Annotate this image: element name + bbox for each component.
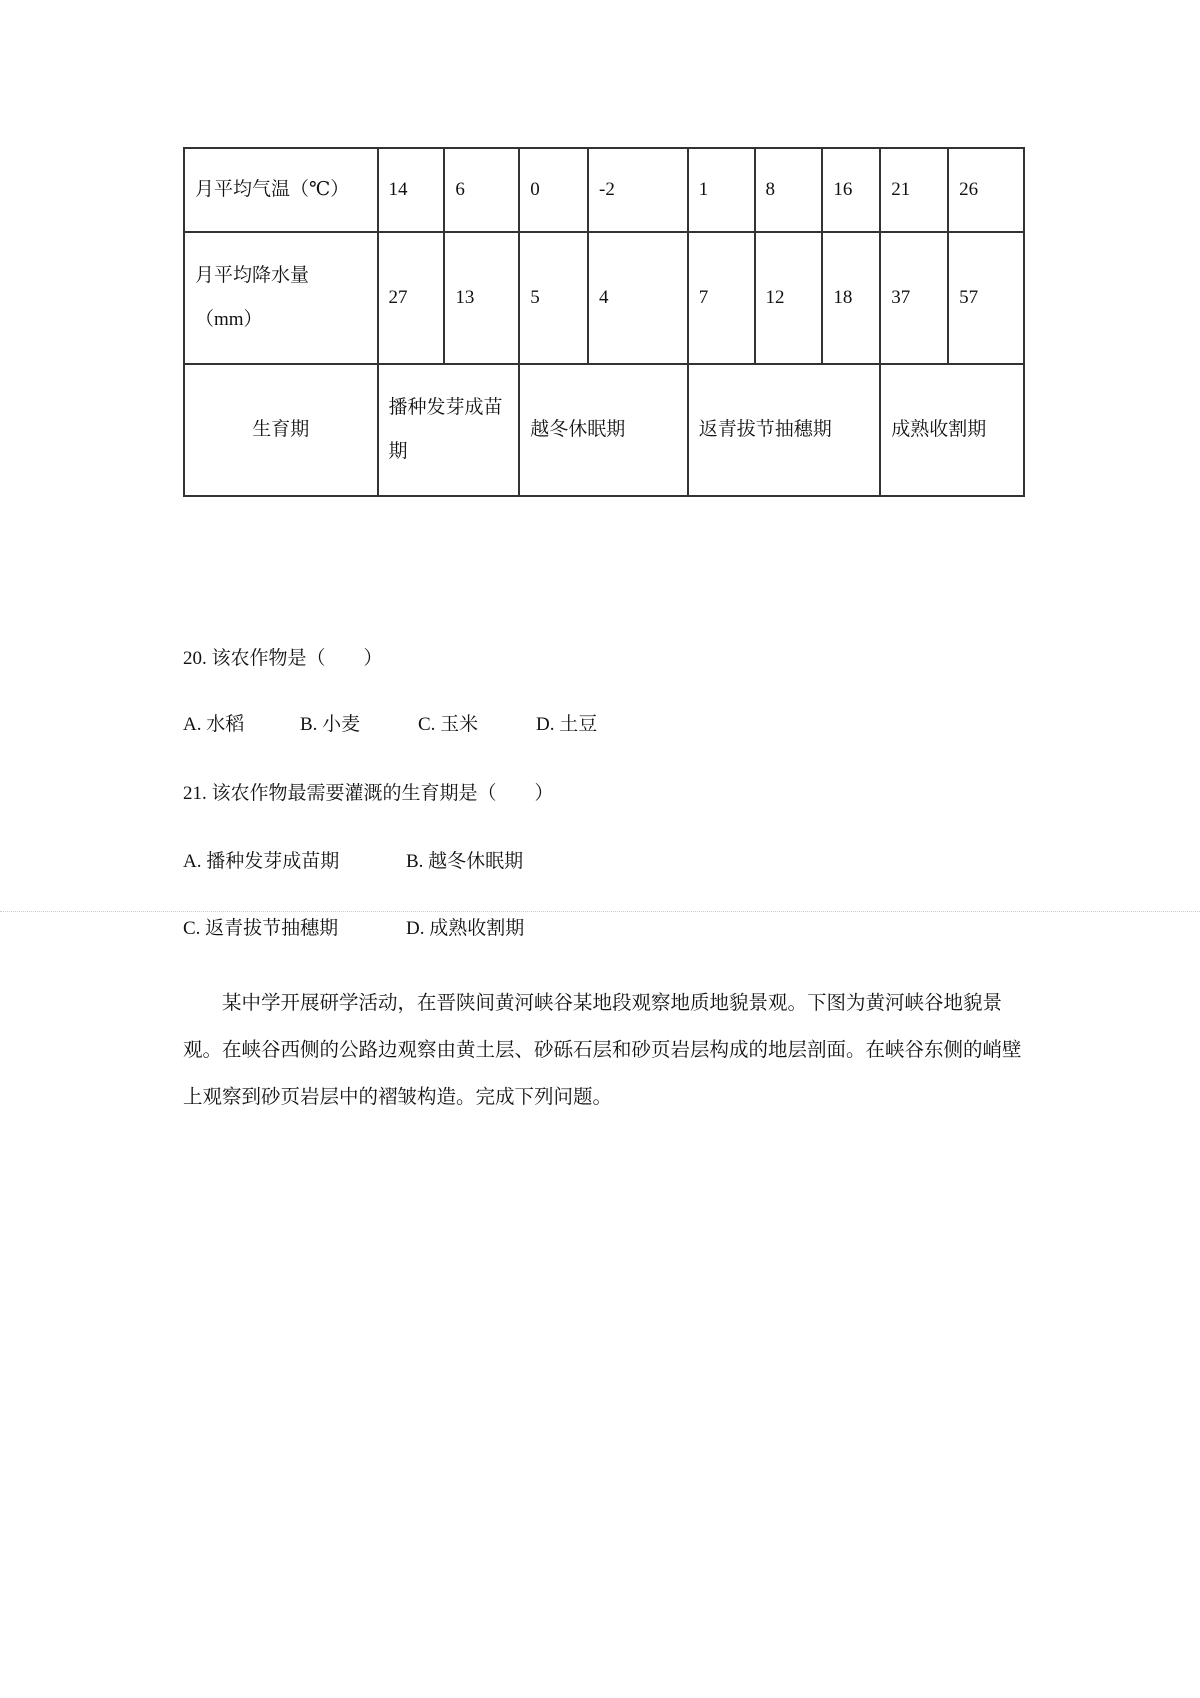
temperature-row: [184, 148, 1024, 232]
q21-option-a: A. 播种发芽成苗期: [183, 851, 340, 872]
precip-cell: 57: [948, 232, 1024, 364]
row-header-unit: （mm）: [195, 309, 263, 330]
precip-cell: 5: [519, 232, 588, 364]
q21-option-d: D. 成熟收割期: [406, 918, 525, 939]
q20-option-b: B. 小麦: [300, 714, 361, 735]
row-header: 月平均气温（℃）: [184, 148, 378, 232]
precip-cell: 27: [378, 232, 445, 364]
precip-cell: 18: [822, 232, 880, 364]
precip-cell: 13: [444, 232, 519, 364]
stage-cell: 返青拔节抽穗期: [688, 364, 881, 496]
growth-stage-row: [184, 364, 1024, 496]
row-header-line: 月平均降水量: [195, 265, 310, 286]
stage-cell: 播种发芽成苗期: [378, 364, 520, 496]
q20-option-c: C. 玉米: [418, 714, 479, 735]
question-20-stem: 20. 该农作物是（ ）: [183, 648, 383, 669]
climate-growth-table: [183, 147, 1025, 497]
q20-option-a: A. 水稻: [183, 714, 245, 735]
question-21-stem: 21. 该农作物最需要灌溉的生育期是（ ）: [183, 783, 554, 804]
stage-cell: 成熟收割期: [880, 364, 1024, 496]
page-break-divider: [0, 911, 1200, 912]
temp-cell: 16: [822, 148, 880, 232]
stage-cell: 越冬休眠期: [519, 364, 688, 496]
q21-option-c: C. 返青拔节抽穗期: [183, 918, 339, 939]
temp-cell: 8: [755, 148, 823, 232]
precipitation-row: [184, 232, 1024, 364]
temp-cell: 21: [880, 148, 948, 232]
row-header: [184, 232, 378, 364]
temp-cell: 6: [444, 148, 519, 232]
row-header: 生育期: [184, 364, 378, 496]
precip-cell: 12: [755, 232, 823, 364]
q21-option-b: B. 越冬休眠期: [406, 851, 524, 872]
temp-cell: 14: [378, 148, 445, 232]
temp-cell: -2: [588, 148, 688, 232]
precip-cell: 4: [588, 232, 688, 364]
temp-cell: 1: [688, 148, 755, 232]
q20-option-d: D. 土豆: [536, 714, 598, 735]
temp-cell: 0: [519, 148, 588, 232]
passage-paragraph: 某中学开展研学活动，在晋陕间黄河峡谷某地段观察地质地貌景观。下图为黄河峡谷地貌景观。在峡谷西侧的公路边观察由黄土层、砂砾石层和砂页岩层构成的地层剖面。在峡谷东侧的峭壁上观察到砂页岩层中的褶皱构造。完成下列问题。: [183, 993, 1022, 1108]
precip-cell: 37: [880, 232, 948, 364]
temp-cell: 26: [948, 148, 1024, 232]
precip-cell: 7: [688, 232, 755, 364]
